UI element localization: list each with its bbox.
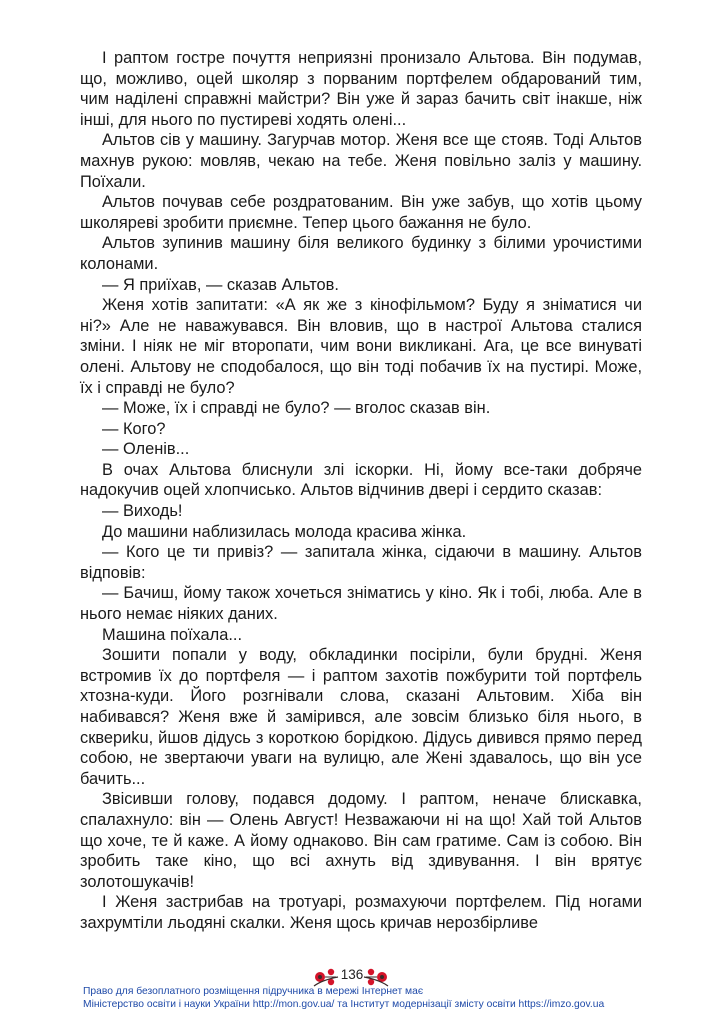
page-number: 136 (340, 967, 364, 982)
paragraph: Звісивши голову, подався додому. І раптом, неначе блискавка, спалахнуло: він — Олень Август! Незважаючи ні на що! Хай той Альтов що хоче, те й каже. А йому однаково. Він сам гратиме. Сам із собою. Він зробить таке кіно, що всі ахнуть від здивування. І він врятує золотошукачів! (80, 790, 642, 891)
book-page-text (80, 48, 642, 934)
paragraph: — Я приїхав, — сказав Альтов. (102, 275, 339, 294)
paragraph: Машина поїхала... (102, 625, 242, 644)
paragraph: — Бачиш, йому також хочеться зніматись у кіно. Як і тобі, люба. Але в нього немає ніяких даних. (80, 584, 642, 624)
paragraph: І Женя застрибав на тротуарі, розмахуючи портфелем. Під ногами захрумтіли льодяні скалки. Женя щось кричав нерозбірливе (80, 893, 642, 932)
paragraph: До машини наблизилась молода красива жінка. (102, 522, 467, 541)
paragraph: — Виходь! (102, 502, 183, 521)
paragraph: В очах Альтова блиснули злі іскорки. Ні, йому все-таки добряче надокучив оцей хлопчисько. Альтов відчинив двері і сердито сказав: (80, 460, 642, 500)
paragraph: Альтов сів у машину. Загурчав мотор. Женя все ще стояв. Тоді Альтов махнув рукою: мовляв, чекаю на тебе. Женя повільно заліз у машину. Поїхали. (80, 131, 642, 191)
paragraph: — Може, їх і справді не було? — вголос сказав він. (102, 399, 491, 418)
paragraph: Женя хотів запитати: «А як же з кінофільмом? Буду я зніматися чи ні?» Але не наважувався. Він вловив, що в настрої Альтова сталися зміни. І ніяк не міг второпати, чим вони викликані. Ага, це все винуваті олені. Альтову не сподобалося, що він тоді побачив їх на пустирі. Може, їх і справді не було? (80, 296, 642, 397)
paragraph: — Кого це ти привіз? — запитала жінка, сідаючи в машину. Альтов відповів: (80, 543, 642, 582)
paragraph: — Оленів... (102, 440, 190, 459)
footer-source-links: Міністерство освіти і науки України http://mon.gov.ua/ та Інститут модернізації змісту освіти https://imzo.gov.ua (83, 999, 605, 1010)
paragraph: Зошити попали у воду, обкладинки посіріли, були брудні. Женя встромив їх до портфеля — і раптом захотів пожбурити той портфель хтозна-куди. Його розгнівали слова, сказані Альтовим. Хіба він набивався? Женя вже й замірився, але зовсім близько біля нього, в сквериku, йшов дідусь з короткою борідкою. Дідусь дивився прямо перед собою, не звертаючи уваги на вулицю, але Жені здавалось, що він усе бачить... (80, 646, 642, 788)
paragraph: — Кого? (102, 419, 166, 438)
footer-rights-notice: Право для безоплатного розміщення підручника в мережі Інтернет має (83, 986, 424, 997)
paragraph: Альтов зупинив машину біля великого будинку з білими урочистими колонами. (80, 234, 642, 273)
paragraph: Альтов почував себе роздратованим. Він уже забув, що хотів цьому школяреві зробити приємне. Тепер цього бажання не було. (80, 193, 642, 232)
paragraph: І раптом гостре почуття неприязні пронизало Альтова. Він подумав, що, можливо, оцей школяр з порваним портфелем обдарований тим, чим наділені справжні майстри? Він уже й зараз бачить світ інакше, ніж інші, для нього по пустиреві ходять олені... (80, 49, 642, 129)
